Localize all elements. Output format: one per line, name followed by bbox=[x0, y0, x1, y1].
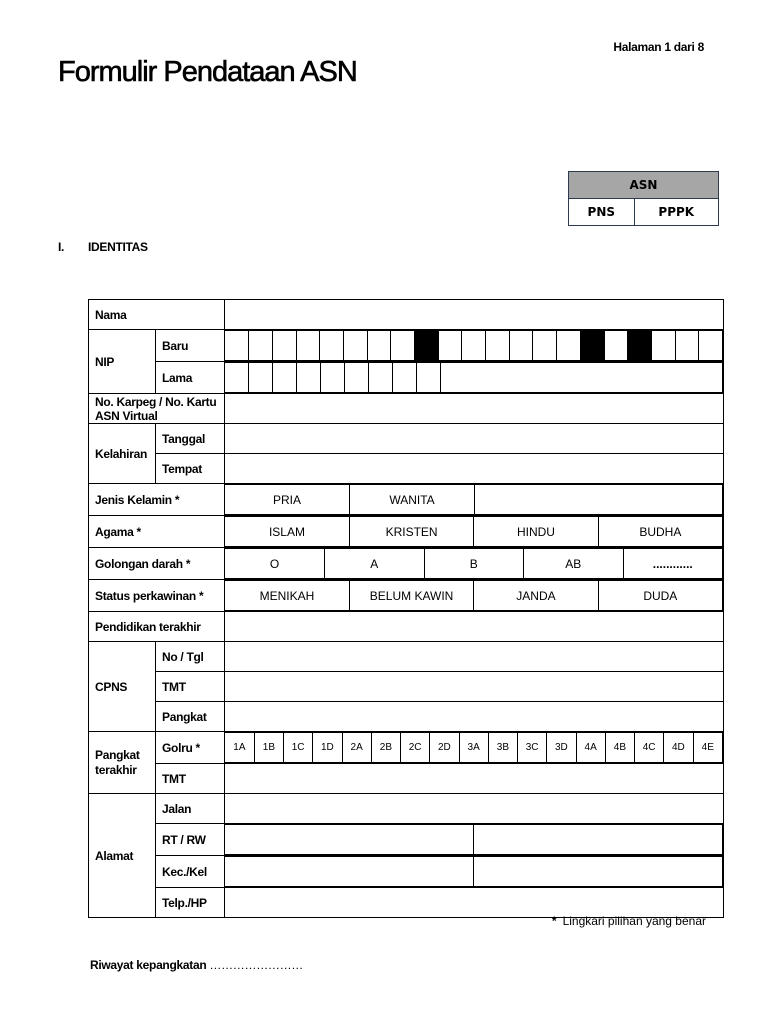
option-menikah[interactable]: MENIKAH bbox=[225, 581, 349, 611]
row-karpeg bbox=[89, 394, 724, 424]
label-nip: NIP bbox=[89, 330, 156, 394]
option-duda[interactable]: DUDA bbox=[598, 581, 722, 611]
nip-box[interactable] bbox=[297, 363, 321, 393]
row-nip-baru bbox=[89, 330, 724, 362]
field-nama[interactable] bbox=[225, 300, 724, 330]
nip-separator-box bbox=[415, 331, 439, 361]
nip-separator-box bbox=[580, 331, 604, 361]
nip-box[interactable] bbox=[367, 331, 391, 361]
nip-box[interactable] bbox=[675, 331, 699, 361]
option-belum-kawin[interactable]: BELUM KAWIN bbox=[349, 581, 473, 611]
field-tempat-lahir[interactable] bbox=[225, 454, 724, 484]
golru-option[interactable]: 3C bbox=[518, 733, 547, 763]
row-alamat-kec-kel bbox=[89, 856, 724, 888]
row-pendidikan bbox=[89, 612, 724, 642]
label-tempat: Tempat bbox=[156, 454, 225, 484]
label-kec-kel: Kec./Kel bbox=[156, 856, 225, 888]
label-agama: Agama * bbox=[89, 516, 225, 548]
nip-box[interactable] bbox=[225, 331, 249, 361]
label-pangkat: Pangkat bbox=[156, 702, 225, 732]
label-kelahiran: Kelahiran bbox=[89, 424, 156, 484]
label-tmt: TMT bbox=[156, 672, 225, 702]
nip-box[interactable] bbox=[417, 363, 441, 393]
nip-box[interactable] bbox=[345, 363, 369, 393]
label-cpns: CPNS bbox=[89, 642, 156, 732]
row-alamat-telp bbox=[89, 888, 724, 918]
row-alamat-jalan bbox=[89, 794, 724, 824]
nip-box[interactable] bbox=[699, 331, 723, 361]
golru-option[interactable]: 2A bbox=[342, 733, 371, 763]
field-telp[interactable] bbox=[225, 888, 724, 918]
golru-option[interactable]: 3D bbox=[547, 733, 576, 763]
label-jenis-kelamin: Jenis Kelamin * bbox=[89, 484, 225, 516]
nip-lama-remainder bbox=[441, 363, 723, 393]
nip-box[interactable] bbox=[509, 331, 533, 361]
asn-option-pppk[interactable]: PPPK bbox=[634, 199, 718, 226]
asn-header: ASN bbox=[569, 172, 719, 199]
golru-option[interactable]: 4E bbox=[693, 733, 723, 763]
row-status-perkawinan bbox=[89, 580, 724, 612]
option-budha[interactable]: BUDHA bbox=[598, 517, 722, 547]
nip-box[interactable] bbox=[321, 363, 345, 393]
footnote-text: Lingkari pilihan yang benar bbox=[562, 914, 706, 928]
row-jenis-kelamin bbox=[89, 484, 724, 516]
row-cpns-pangkat bbox=[89, 702, 724, 732]
field-jalan[interactable] bbox=[225, 794, 724, 824]
option-blood-o[interactable]: O bbox=[225, 549, 325, 579]
label-golongan-darah: Golongan darah * bbox=[89, 548, 225, 580]
nip-box[interactable] bbox=[438, 331, 462, 361]
nip-box[interactable] bbox=[462, 331, 486, 361]
riwayat-dots: …………………… bbox=[209, 958, 304, 972]
nip-box[interactable] bbox=[343, 331, 367, 361]
row-golongan-darah bbox=[89, 548, 724, 580]
label-lama: Lama bbox=[156, 362, 225, 394]
option-blood-other[interactable]: ............ bbox=[623, 549, 723, 579]
golru-option[interactable]: 1A bbox=[225, 733, 254, 763]
label-nama: Nama bbox=[89, 300, 225, 330]
label-alamat: Alamat bbox=[89, 794, 156, 918]
option-islam[interactable]: ISLAM bbox=[225, 517, 349, 547]
label-golru: Golru * bbox=[156, 732, 225, 764]
option-pria[interactable]: PRIA bbox=[225, 485, 350, 515]
asn-type-box bbox=[568, 171, 719, 226]
riwayat-label: Riwayat kepangkatan bbox=[90, 958, 207, 972]
field-pendidikan[interactable] bbox=[225, 612, 724, 642]
golru-option[interactable]: 1C bbox=[284, 733, 313, 763]
label-telp: Telp./HP bbox=[156, 888, 225, 918]
nip-box[interactable] bbox=[249, 363, 273, 393]
nip-lama-boxes bbox=[225, 362, 723, 393]
field-nip-baru bbox=[225, 330, 724, 362]
asn-option-pns[interactable]: PNS bbox=[569, 199, 635, 226]
golru-option[interactable]: 2B bbox=[371, 733, 400, 763]
golru-option[interactable]: 2C bbox=[401, 733, 430, 763]
label-rt-rw: RT / RW bbox=[156, 824, 225, 856]
footnote-star: * bbox=[551, 914, 557, 928]
field-cpns-no-tgl[interactable] bbox=[225, 642, 724, 672]
section-heading bbox=[58, 240, 148, 254]
nip-box[interactable] bbox=[391, 331, 415, 361]
nip-box[interactable] bbox=[249, 331, 273, 361]
option-kristen[interactable]: KRISTEN bbox=[349, 517, 473, 547]
nip-box[interactable] bbox=[393, 363, 417, 393]
page-title: Formulir Pendataan ASN bbox=[58, 56, 357, 88]
row-golru bbox=[89, 732, 724, 764]
nip-box[interactable] bbox=[604, 331, 628, 361]
row-pangkat-tmt bbox=[89, 764, 724, 794]
row-agama bbox=[89, 516, 724, 548]
identity-form-table bbox=[88, 299, 724, 918]
nip-box[interactable] bbox=[296, 331, 320, 361]
nip-box[interactable] bbox=[651, 331, 675, 361]
option-blood-b[interactable]: B bbox=[424, 549, 524, 579]
field-kelurahan[interactable] bbox=[474, 857, 723, 887]
nip-box[interactable] bbox=[273, 363, 297, 393]
label-baru: Baru bbox=[156, 330, 225, 362]
field-kecamatan[interactable] bbox=[225, 857, 474, 887]
row-alamat-rt-rw bbox=[89, 824, 724, 856]
option-empty bbox=[475, 485, 723, 515]
row-nip-lama bbox=[89, 362, 724, 394]
label-status-perkawinan: Status perkawinan * bbox=[89, 580, 225, 612]
section-number: I. bbox=[58, 240, 65, 254]
label-jalan: Jalan bbox=[156, 794, 225, 824]
riwayat-kepangkatan bbox=[90, 958, 303, 972]
nip-box[interactable] bbox=[272, 331, 296, 361]
nip-box[interactable] bbox=[320, 331, 344, 361]
footnote bbox=[552, 914, 706, 928]
option-janda[interactable]: JANDA bbox=[474, 581, 598, 611]
golru-option[interactable]: 4D bbox=[664, 733, 693, 763]
row-nama bbox=[89, 300, 724, 330]
label-pendidikan: Pendidikan terakhir bbox=[89, 612, 225, 642]
label-no-tgl: No / Tgl bbox=[156, 642, 225, 672]
label-karpeg: No. Karpeg / No. Kartu ASN Virtual bbox=[89, 394, 225, 424]
option-wanita[interactable]: WANITA bbox=[350, 485, 475, 515]
field-rw[interactable] bbox=[474, 825, 723, 855]
field-cpns-pangkat[interactable] bbox=[225, 702, 724, 732]
golru-options bbox=[225, 732, 723, 763]
nip-baru-boxes bbox=[225, 330, 723, 361]
nip-box[interactable] bbox=[369, 363, 393, 393]
row-cpns-tmt bbox=[89, 672, 724, 702]
page-number: Halaman 1 dari 8 bbox=[613, 40, 704, 54]
label-tmt: TMT bbox=[156, 764, 225, 794]
golru-option[interactable]: 2D bbox=[430, 733, 459, 763]
nip-separator-box bbox=[628, 331, 652, 361]
field-cpns-tmt[interactable] bbox=[225, 672, 724, 702]
field-pangkat-tmt[interactable] bbox=[225, 764, 724, 794]
field-karpeg[interactable] bbox=[225, 394, 724, 424]
row-kelahiran-tempat bbox=[89, 454, 724, 484]
golru-option[interactable]: 4A bbox=[576, 733, 605, 763]
nip-box[interactable] bbox=[486, 331, 510, 361]
option-blood-ab[interactable]: AB bbox=[524, 549, 624, 579]
label-tanggal: Tanggal bbox=[156, 424, 225, 454]
golru-option[interactable]: 3A bbox=[459, 733, 488, 763]
row-kelahiran-tanggal bbox=[89, 424, 724, 454]
row-cpns-no-tgl bbox=[89, 642, 724, 672]
field-rt[interactable] bbox=[225, 825, 474, 855]
option-hindu[interactable]: HINDU bbox=[474, 517, 598, 547]
label-pangkat-terakhir: Pangkat terakhir bbox=[89, 732, 156, 794]
nip-box[interactable] bbox=[225, 363, 249, 393]
field-tanggal-lahir[interactable] bbox=[225, 424, 724, 454]
section-title: IDENTITAS bbox=[88, 240, 148, 254]
nip-box[interactable] bbox=[533, 331, 557, 361]
golru-option[interactable]: 1D bbox=[313, 733, 342, 763]
nip-box[interactable] bbox=[557, 331, 581, 361]
field-nip-lama bbox=[225, 362, 724, 394]
golru-option[interactable]: 1B bbox=[254, 733, 283, 763]
option-blood-a[interactable]: A bbox=[325, 549, 425, 579]
golru-option[interactable]: 3B bbox=[488, 733, 517, 763]
golru-option[interactable]: 4B bbox=[605, 733, 634, 763]
golru-option[interactable]: 4C bbox=[635, 733, 664, 763]
